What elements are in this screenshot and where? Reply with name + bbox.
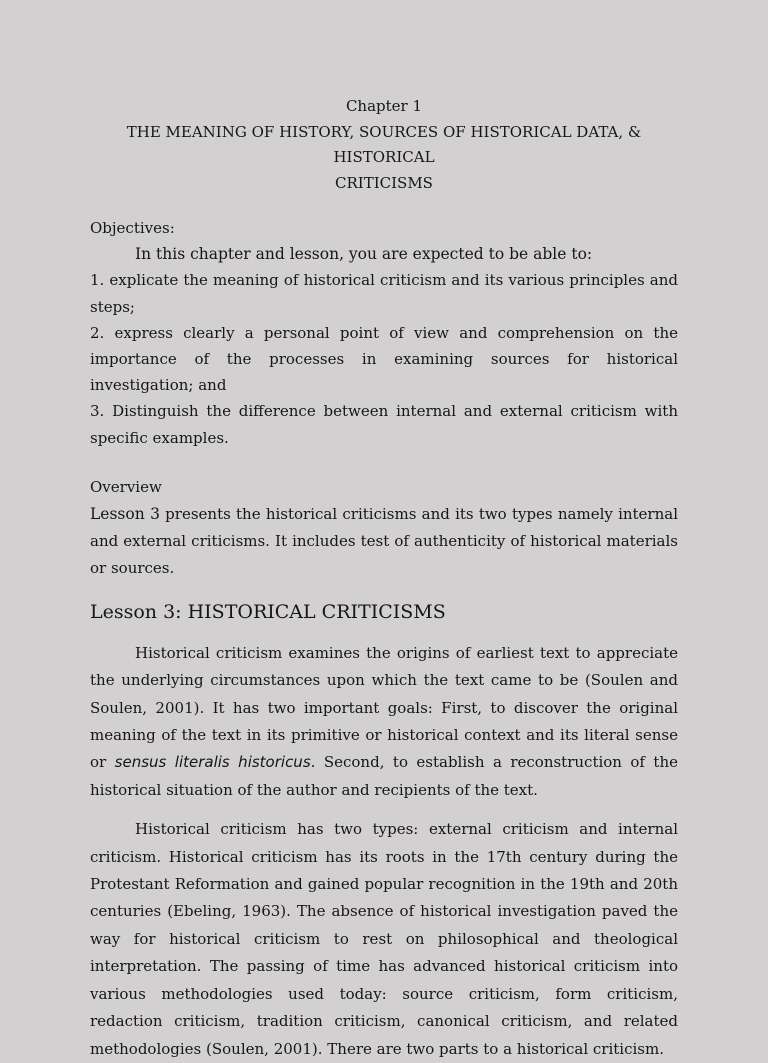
overview-body: presents the historical criticisms and its two types namely internal and external criticisms. It includes test of authenticity of historical materials or sources. [90, 504, 679, 577]
lesson-paragraph-1 [90, 640, 678, 804]
lesson-heading: Lesson 3: HISTORICAL CRITICISMS [90, 600, 446, 623]
objective-item-2: 2. express clearly a personal point of view and comprehension on the importance of the processes in examining sources for historical investigation; and [90, 323, 678, 395]
objective-item-1: 1. explicate the meaning of historical criticism and its various principles and steps; [90, 271, 678, 316]
latin-term: sensus literalis historicus [114, 753, 311, 772]
objectives-label: Objectives: [90, 219, 175, 237]
objectives-section [90, 215, 678, 451]
paragraph-1-text-b: . Second, to establish a reconstruction of the historical situation of the author and recipients of the text. [90, 753, 678, 799]
lesson-paragraph-2: Historical criticism has two types: external criticism and internal criticism. Historical criticism has its roots in the 17th century during the Protestant Reformation and gained popular recognition in the 19th and 20th centuries (Ebeling, 1963). The absence of historical investigation paved the way for historical criticism to rest on philosophical and theological interpretation. The passing of time has advanced historical criticism into various methodologies used today: source criticism, form criticism, redaction criticism, tradition criticism, canonical criticism, and related methodologies (Soulen, 2001). There are two parts to a historical criticism. [90, 820, 678, 1058]
overview-lesson-ref: Lesson 3 [90, 504, 160, 523]
overview-text [90, 501, 678, 582]
objective-item-3: 3. Distinguish the difference between internal and external criticism with specific examples. [90, 402, 678, 447]
objectives-intro: In this chapter and lesson, you are expected to be able to: [135, 245, 593, 264]
chapter-header [90, 0, 678, 196]
chapter-number: Chapter 1 [345, 97, 423, 115]
chapter-title-line2: CRITICISMS [335, 173, 433, 192]
overview-label: Overview [90, 477, 162, 496]
overview-section [90, 474, 678, 582]
chapter-title-line1: THE MEANING OF HISTORY, SOURCES OF HISTORICAL DATA, & HISTORICAL [126, 122, 642, 166]
paragraph-1-text-a: Historical criticism examines the origins of earliest text to appreciate the underlying circumstances upon which the text came to be (Soulen and Soulen, 2001). It has two important goals: First, to discover the original meaning of the text in its primitive or historical context and its literal sense or [90, 643, 678, 772]
